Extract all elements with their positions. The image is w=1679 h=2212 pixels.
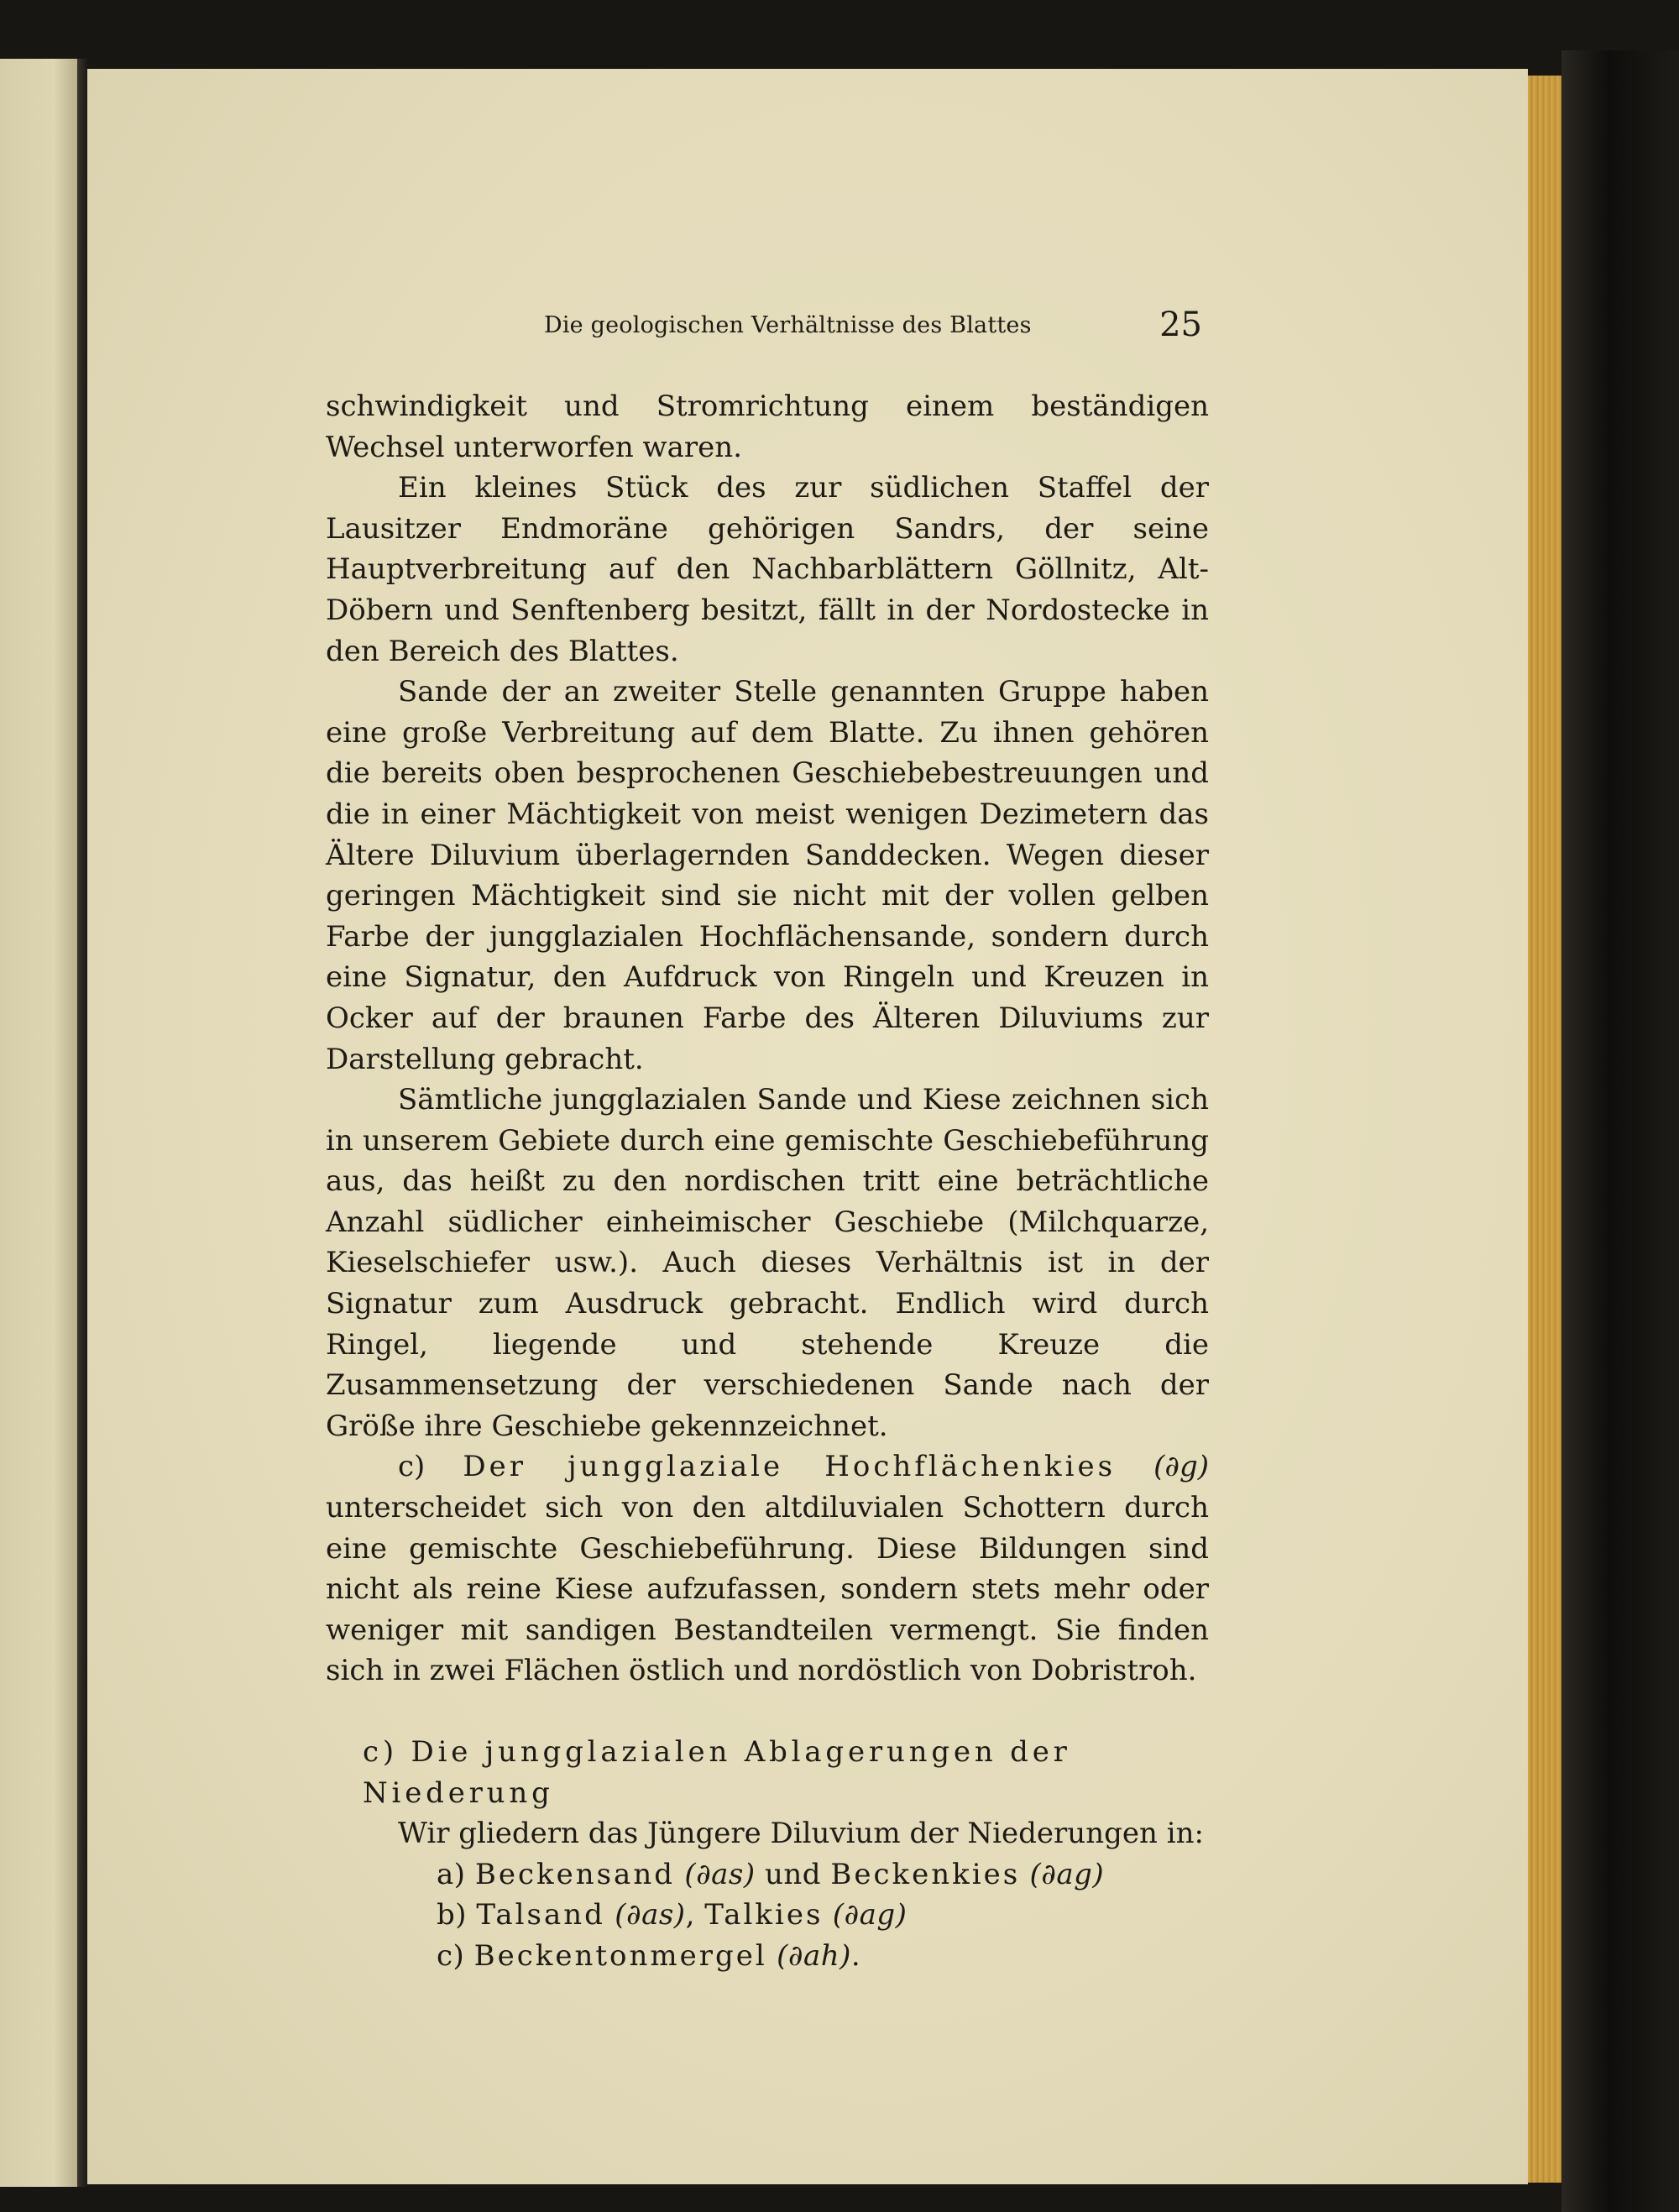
- list-item: [437, 1854, 1209, 1896]
- joiner: und: [755, 1857, 831, 1891]
- page-number: 25: [1159, 306, 1202, 344]
- spaced-term: Der jungglaziale Hochflächenkies: [463, 1450, 1117, 1484]
- map-symbol: (∂ag): [1029, 1857, 1105, 1891]
- paragraph: Sämtliche jungglazialen Sande und Kiese zeichnen sich in unserem Gebiete durch eine gemischte Geschiebeführung aus, das heißt zu den nordischen tritt eine beträchtliche Anzahl südlicher einheimischer Geschiebe (Milchquarze, Kieselschiefer usw.). Auch dieses Verhältnis ist in der Signatur zum Ausdruck gebracht. Endlich wird durch Ringel, liegende und stehende Kreuze die Zusammensetzung der verschiedenen Sande nach der Größe ihre Geschiebe gekennzeichnet.: [326, 1083, 1209, 1443]
- joiner: ,: [685, 1898, 705, 1932]
- map-symbol: (∂as): [684, 1857, 756, 1891]
- spaced-term: Beckensand: [474, 1857, 675, 1891]
- item-label: c): [398, 1450, 463, 1484]
- list-item: [437, 1936, 1209, 1977]
- book-cover-edge: [1561, 50, 1679, 2212]
- spaced-term: Talsand: [476, 1898, 605, 1932]
- paragraph: schwindigkeit und Stromrichtung einem beständigen Wechsel unterworfen waren.: [326, 390, 1209, 464]
- book-gutter: [77, 59, 87, 2187]
- paragraph: Sande der an zweiter Stelle genannten Gruppe haben eine große Verbreitung auf dem Blatte. Zu ihnen gehören die bereits oben besprochenen Geschiebebestreuungen und die in einer Mächtigkeit von meist wenigen Dezimetern das Ältere Diluvium überlagernden Sanddecken. Wegen dieser geringen Mächtigkeit sind sie nicht mit der vollen gelben Farbe der jungglazialen Hochflächensande, sondern durch eine Signatur, den Aufdruck von Ringeln und Kreuzen in Ocker auf der braunen Farbe des Älteren Diluviums zur Darstellung gebracht.: [326, 675, 1209, 1076]
- map-symbol: (∂ag): [832, 1898, 907, 1932]
- spaced-term: Beckentonmergel: [473, 1938, 767, 1973]
- gilded-page-edges: [1528, 76, 1561, 2183]
- page-text: [326, 302, 1209, 1977]
- spaced-term: Beckenkies: [830, 1857, 1021, 1891]
- paragraph-hochflaechenkies: [326, 1446, 1209, 1692]
- list-item: [437, 1895, 1209, 1936]
- list-intro: Wir gliedern das Jüngere Diluvium der Niederungen in:: [398, 1817, 1204, 1851]
- map-symbol: (∂ah): [777, 1938, 851, 1973]
- paragraph: Ein kleines Stück des zur südlichen Staffel der Lausitzer Endmoräne gehörigen Sandrs, der seine Hauptverbreitung auf den Nachbarblättern Göllnitz, Alt-Döbern und Senftenberg besitzt, fällt in der Nordostecke in den Bereich des Blattes.: [326, 471, 1209, 668]
- map-symbol: (∂g): [1153, 1450, 1209, 1484]
- item-label: a): [437, 1857, 475, 1891]
- map-symbol: (∂as): [615, 1898, 686, 1932]
- item-label: b): [437, 1898, 477, 1932]
- item-end: .: [850, 1938, 861, 1973]
- paragraph-rest: unterscheidet sich von den altdiluvialen Schottern durch eine gemischte Geschiebeführung. Diese Bildungen sind nicht als reine Kiese aufzufassen, sondern stets mehr oder weniger mit sandigen Bestandteilen vermengt. Sie finden sich in zwei Flächen östlich und nordöstlich von Dobristroh.: [326, 1491, 1209, 1688]
- spaced-term: Talkies: [704, 1898, 824, 1932]
- item-label: c): [437, 1938, 474, 1973]
- running-head: [326, 302, 1209, 346]
- running-title: Die geologischen Verhältnisse des Blattes: [544, 312, 1032, 338]
- left-page-edge: [0, 59, 77, 2187]
- section-heading: c) Die jungglazialen Ablagerungen der Niederung: [363, 1735, 1071, 1810]
